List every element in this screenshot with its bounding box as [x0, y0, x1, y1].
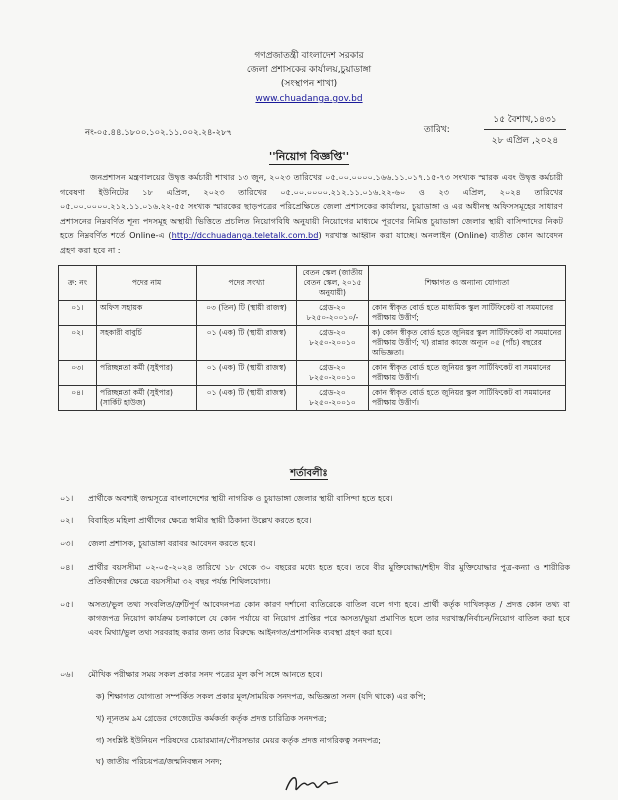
row-serial: ০১। [59, 301, 97, 326]
condition-item [60, 561, 570, 589]
signature-mark [282, 770, 342, 798]
intro-paragraph [60, 170, 563, 257]
condition-item [60, 668, 570, 682]
website-link[interactable]: www.chuadanga.gov.bd [255, 94, 363, 104]
document-item: গ) সংশ্লিষ্ট ইউনিয়ন পরিষদের চেয়ারম্যান/পৌরসভার মেয়র কর্তৃক প্রদত্ত নাগরিকত্ব সনদপত্র; [96, 736, 381, 745]
row-grade: গ্রেড-২০ [319, 303, 346, 312]
condition-text: প্রার্থীর বয়সসীমা ০২-০৫-২০২৪ তারিখে ১৮ থেকে ৩০ বছরের মধ্যে হতে হবে। তবে বীর মুক্তিযোদ্ধা/শহীদ বীর মুক্তিযোদ্ধার পুত্র-কন্যা ও শারীরিক প্রতিবন্ধীদের ক্ষেত্রে বয়সসীমা ৩২ বছর পর্যন্ত শিথিলযোগ্য। [88, 563, 570, 586]
row-grade: গ্রেড-২০ [319, 363, 346, 372]
row-scale-value: ৮২৫০-২০০১০ [309, 338, 356, 347]
row-scale [297, 386, 369, 411]
condition-text: মৌখিক পরীক্ষার সময় সকল প্রকার সনদ পত্রের মূল কপি সঙ্গে আনতে হবে। [88, 670, 323, 679]
header-qualification: শিক্ষাগত ও অন্যান্য যোগ্যতা [369, 266, 566, 301]
application-link[interactable]: http://dcchuadanga.teletalk.com.bd [171, 230, 319, 240]
row-scale-value: ৮২৫০-২০০১০ [309, 398, 356, 407]
condition-number: ০৩। [60, 539, 74, 548]
posts-table [58, 265, 566, 411]
notice-title-text: ''নিয়োগ বিজ্ঞপ্তি'' [268, 150, 350, 163]
row-grade: গ্রেড-২০ [319, 388, 346, 397]
condition-text: জেলা প্রশাসক, চুয়াডাঙ্গা বরাবর আবেদন করতে হবে। [88, 539, 256, 548]
row-qualification: কোন স্বীকৃত বোর্ড হতে জুনিয়র স্কুল সার্টিফিকেট বা সমমানের পরীক্ষায় উত্তীর্ণ। [369, 361, 566, 386]
row-scale [297, 301, 369, 326]
table-row [59, 301, 566, 326]
condition-text: প্রার্থীকে অবশ্যই জন্মসূত্রে বাংলাদেশের স্থায়ী নাগরিক ও চুয়াডাঙ্গা জেলার স্থায়ী বাসিন্দা হতে হবে। [88, 494, 393, 503]
document-item: ক) শিক্ষাগত যোগ্যতা সম্পর্কিত সকল প্রকার মূল/সাময়িক সনদপত্র, অভিজ্ঞতা সনদ (যদি থাকে) এর কপি; [96, 692, 426, 701]
row-post: সহকারী বাবুর্চি [97, 326, 197, 361]
date-gregorian: ২৮ এপ্রিল ,২০২৪ [491, 136, 559, 146]
condition-item [60, 514, 570, 528]
date-label: তারিখ: [424, 125, 450, 135]
row-scale-value: ৮২৫০-২০০১০ [309, 373, 356, 382]
row-scale-value: ৮২৫০-২০০১০/- [306, 313, 359, 322]
row-count: ০৩ (তিন) টি (স্থায়ী রাজস্ব) [197, 301, 297, 326]
row-serial: ০৩। [59, 361, 97, 386]
row-scale [297, 326, 369, 361]
row-count: ০১ (এক) টি (স্থায়ী রাজস্ব) [197, 326, 297, 361]
condition-item [60, 537, 570, 551]
condition-item [60, 492, 570, 506]
row-serial: ০২। [59, 326, 97, 361]
condition-number: ০৬। [60, 670, 74, 679]
row-count: ০১ (এক) টি (স্থায়ী রাজস্ব) [197, 386, 297, 411]
condition-text: অসত্য/ভুল তথ্য সংবলিত/ত্রুটিপূর্ণ আবেদনপত্র কোন কারণ দর্শানো ব্যতিরেকে বাতিল বলে গণ্য হবে। প্রার্থী কর্তৃক দাখিলকৃত / প্রদত্ত কোন তথ্য বা কাগজপত্র নিয়োগ কার্যক্রম চলাকালে যে কোন পর্যায়ে বা নিয়োগ প্রাপ্তির পরে অসত্য/ভুয়া প্রমাণিত হলে তার দরখাস্ত/নির্বাচন/নিয়োগ বাতিল করা হবে এবং মিথ্যা/ভুল তথ্য সরবরাহ করার জন্য তার বিরুদ্ধে আইনগত/প্রশাসনিক ব্যবস্থা গ্রহণ করা হবে। [88, 600, 570, 637]
row-qualification: কোন স্বীকৃত বোর্ড হতে জুনিয়র স্কুল সার্টিফিকেট বা সমমানের পরীক্ষায় উত্তীর্ণ। [369, 386, 566, 411]
row-serial: ০৪। [59, 386, 97, 411]
table-row [59, 326, 566, 361]
intro-text-after-link: ) দরখাস্ত আহ্বান করা যাচ্ছে। অনলাইন (Online) ব্যতীত কোন আবেদন গ্রহণ করা হবে না : [60, 230, 563, 255]
condition-number: ০৪। [60, 563, 74, 572]
section-name: (সংস্থাপন শাখা) [280, 79, 338, 89]
intro-text-before-link: জনপ্রশাসন মন্ত্রণালয়ের উদ্বৃত্ত কর্মচারী শাখার ১৩ জুন, ২০২৩ তারিখের ০৫.০০.০০০০.১৬৬.১১.০১৭.১৫-৭৩ সংখ্যক স্মারক এবং উদ্বৃত্ত কর্মচারী গবেষণা ইউনিটের ১৮ এপ্রিল, ২০২৩ তারিখের ০৫.০০.০০০০.২১২.১১.০১৬.২২-৬০ ও ২৩ এপ্রিল, ২০২৪ তারিখের ০৫.০০.০০০০.২১২.১১.০১৬.২২-৫৫ সংখ্যক স্মারকের ছাড়পত্রের পরিপ্রেক্ষিতে জেলা প্রশাসকের কার্যালয়, চুয়াডাঙ্গা ও এর অধীনস্থ অফিসসমূহের সাধারণ প্রশাসনের নিম্নবর্ণিত শূন্য পদসমূহ অস্থায়ী ভিত্তিতে প্রচলিত নিয়োগবিধি অনুযায়ী নিয়োগের মাধ্যমে পূরণের নিমিত্ত চুয়াডাঙ্গা জেলার স্থায়ী বাসিন্দাদের নিকট হতে নিম্নবর্ণিত শর্তে Online-এ ( [60, 172, 563, 240]
header-scale: বেতন স্কেল (জাতীয় বেতন স্কেল, ২০১৫ অনুযায়ী) [297, 266, 369, 301]
document-item: খ) ন্যূনতম ৯ম গ্রেডের গেজেটেড কর্মকর্তা কর্তৃক প্রদত্ত চারিত্রিক সনদপত্র; [96, 714, 327, 723]
row-post: অফিস সহায়ক [97, 301, 197, 326]
header-count: পদের সংখ্যা [197, 266, 297, 301]
table-header-row [59, 266, 566, 301]
conditions-title [0, 466, 618, 483]
date-values [484, 112, 566, 148]
row-qualification: ক) কোন স্বীকৃত বোর্ড হতে জুনিয়র স্কুল সার্টিফিকেট বা সমমানের পরীক্ষায় উত্তীর্ণ; খ) রান্নার কাজে অন্যূন ০৫ (পাঁচ) বছরের অভিজ্ঞতা। [369, 326, 566, 361]
row-count: ০১ (এক) টি (স্থায়ী রাজস্ব) [197, 361, 297, 386]
table-row [59, 361, 566, 386]
row-qualification: কোন স্বীকৃত বোর্ড হতে মাধ্যমিক স্কুল সার্টিফিকেট বা সমমানের পরীক্ষায় উত্তীর্ণ; [369, 301, 566, 326]
header-post: পদের নাম [97, 266, 197, 301]
condition-number: ০১। [60, 494, 74, 503]
conditions-title-text: শর্তাবলীঃ [290, 468, 328, 479]
document-item: ঘ) জাতীয় পরিচয়পত্র/জন্মনিবন্ধন সনদ; [96, 757, 223, 766]
memo-number: নং-০৫.৪৪.১৮০০.১০২.১১.০০২.২৪-২৮৭ [85, 128, 233, 138]
row-scale [297, 361, 369, 386]
row-post: পরিচ্ছন্নতা কর্মী (সুইপার) (সার্কিট হাউজ) [97, 386, 197, 411]
condition-item [60, 598, 570, 640]
notice-title [0, 148, 618, 167]
row-post: পরিচ্ছন্নতা কর্মী (সুইপার) [97, 361, 197, 386]
date-bangla: ১৫ বৈশাখ,১৪৩১ [484, 112, 566, 130]
condition-number: ০৫। [60, 600, 74, 609]
table-row [59, 386, 566, 411]
condition-number: ০২। [60, 516, 74, 525]
condition-text: বিবাহিত মহিলা প্রার্থীদের ক্ষেত্রে স্বামীর স্থায়ী ঠিকানা উল্লেখ করতে হবে। [88, 516, 312, 525]
govt-header: গণপ্রজাতন্ত্রী বাংলাদেশ সরকার [254, 51, 364, 61]
office-name: জেলা প্রশাসকের কার্যালয়,চুয়াডাঙ্গা [246, 65, 372, 75]
header-serial: ক্র: নং [59, 266, 97, 301]
row-grade: গ্রেড-২০ [319, 328, 346, 337]
